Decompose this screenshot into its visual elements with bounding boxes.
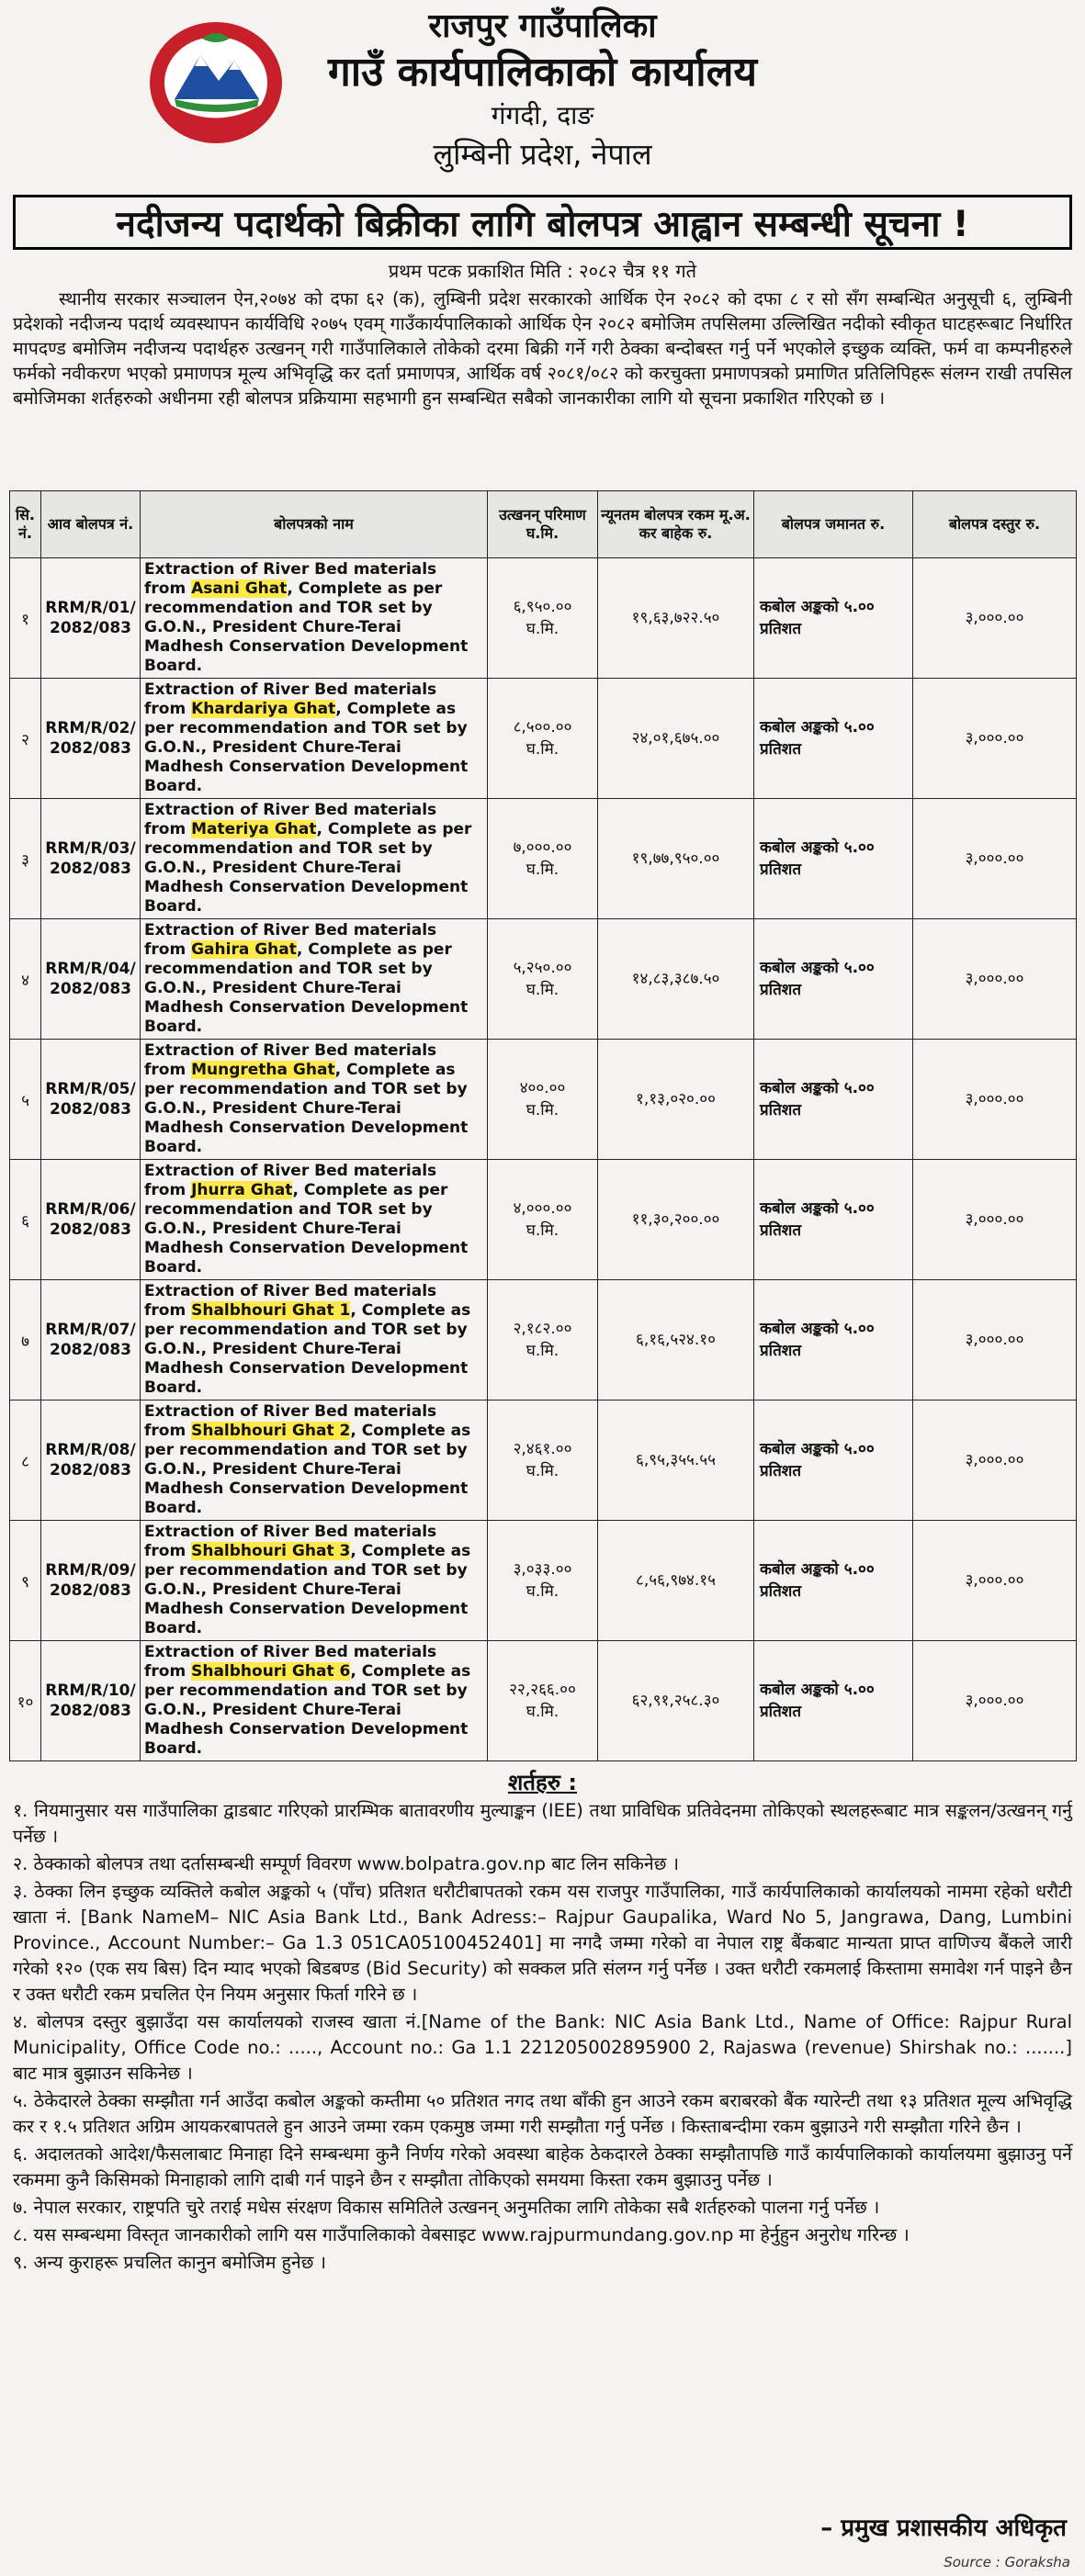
row-min-amount: १९,६३,७२२.५० [598, 558, 754, 679]
row-sn: १० [10, 1641, 41, 1761]
row-quantity [488, 1400, 598, 1521]
municipality-emblem-icon [147, 18, 285, 147]
table-row [10, 1160, 1077, 1280]
row-tender-name [141, 1521, 488, 1641]
ghat-site-name: Shalbhouri Ghat 3 [191, 1542, 351, 1560]
source-credit: Source : Goraksha [944, 2554, 1070, 2570]
ghat-site-name: Gahira Ghat [191, 940, 297, 959]
table-row [10, 1641, 1077, 1761]
tender-name-suffix: , Complete as per recommendation and TOR set by G.O.N., President Chure-Terai Madhesh Conservation Development Board. [144, 1061, 469, 1156]
col-header-fee: बोलपत्र दस्तुर रु. [913, 491, 1077, 558]
tender-name-suffix: , Complete as per recommendation and TOR set by G.O.N., President Chure-Terai Madhesh Conservation Development Board. [144, 1301, 471, 1397]
term-item: १. नियमानुसार यस गाउँपालिका द्वाडबाट गरिएको प्रारम्भिक बातावरणीय मुल्याङ्कन (IEE) तथा प्राविधिक प्रतिवेदनमा तोकिएको स्थलहरूबाट मात्र सङ्कलन/उत्खनन् गर्नु पर्नेछ । [13, 1800, 1072, 1847]
term-item: ४. बोलपत्र दस्तुर बुझाउँदा यस कार्यालयको राजस्व खाता नं.[Name of the Bank: NIC Asia Bank Ltd., Name of Office: Rajpur Rural Municipality, Office Code no.: ....., Account no.: Ga 1.1 221205002895900 2, Rajaswa (revenue) Shirshak no.: .......] बाट मात्र बुझाउन सकिनेछ । [13, 2011, 1072, 2084]
ghat-site-name: Shalbhouri Ghat 2 [191, 1422, 351, 1440]
row-bid-security: कबोल अङ्कको ५.०० प्रतिशत [754, 919, 913, 1040]
row-min-amount: १४,८३,३८७.५० [598, 919, 754, 1040]
notice-header [9, 0, 1076, 195]
quantity-value: ६,९५०.०० [513, 598, 572, 616]
row-min-amount: ६,९५,३५५.५५ [598, 1400, 754, 1521]
row-bid-number: RRM/R/03/ 2082/083 [41, 799, 141, 919]
row-quantity [488, 1641, 598, 1761]
tender-name-prefix: Extraction of River Bed materials from [144, 560, 437, 598]
municipality-name: राजपुर गाउँपालिका [428, 7, 657, 45]
col-header-name: बोलपत्रको नाम [141, 491, 488, 558]
tender-name-prefix: Extraction of River Bed materials from [144, 1162, 437, 1199]
row-quantity [488, 799, 598, 919]
quantity-value: २,४६१.०० [513, 1440, 572, 1458]
row-sn: ३ [10, 799, 41, 919]
row-min-amount: ६,१६,५२४.१० [598, 1280, 754, 1400]
row-bid-number: RRM/R/05/ 2082/083 [41, 1040, 141, 1160]
quantity-unit: घ.मि. [526, 620, 559, 638]
notice-title: नदीजन्य पदार्थको बिक्रीका लागि बोलपत्र आह्वान सम्बन्धी सूचना ! [13, 195, 1072, 250]
row-bid-security: कबोल अङ्कको ५.०० प्रतिशत [754, 1400, 913, 1521]
row-tender-name [141, 679, 488, 799]
tender-name-prefix: Extraction of River Bed materials from [144, 1402, 437, 1440]
row-quantity [488, 558, 598, 679]
row-bid-security: कबोल अङ्कको ५.०० प्रतिशत [754, 558, 913, 679]
term-item: ९. अन्य कुराहरू प्रचलित कानुन बमोजिम हुनेछ । [13, 2252, 326, 2273]
col-header-qty: उत्खनन् परिमाण घ.मि. [488, 491, 598, 558]
row-sn: ७ [10, 1280, 41, 1400]
tender-name-suffix: , Complete as per recommendation and TOR set by G.O.N., President Chure-Terai Madhesh Conservation Development Board. [144, 1181, 469, 1277]
row-tender-name [141, 1160, 488, 1280]
ghat-site-name: Asani Ghat [191, 579, 288, 598]
tender-table-body [10, 558, 1077, 1761]
tender-name-prefix: Extraction of River Bed materials from [144, 1282, 437, 1320]
row-bid-security: कबोल अङ्कको ५.०० प्रतिशत [754, 1641, 913, 1761]
terms-title: शर्तहरु : [507, 1770, 578, 1795]
quantity-unit: घ.मि. [526, 1221, 559, 1240]
term-item: ८. यस सम्बन्धमा विस्तृत जानकारीको लागि यस गाउँपालिकाको वेबसाइट www.rajpurmundang.gov.np मा हेर्नुहुन अनुरोध गरिन्छ । [13, 2224, 910, 2245]
tender-name-suffix: , Complete as per recommendation and TOR set by G.O.N., President Chure-Terai Madhesh Conservation Development Board. [144, 700, 469, 795]
row-quantity [488, 1160, 598, 1280]
table-row [10, 1521, 1077, 1641]
row-tender-name [141, 1400, 488, 1521]
row-sn: २ [10, 679, 41, 799]
row-min-amount: ८,५६,९७४.१५ [598, 1521, 754, 1641]
row-bid-number: RRM/R/02/ 2082/083 [41, 679, 141, 799]
table-header-row [10, 491, 1077, 558]
quantity-unit: घ.मि. [526, 1101, 559, 1119]
row-quantity [488, 919, 598, 1040]
row-bid-fee: ३,०००.०० [913, 1521, 1077, 1641]
ghat-site-name: Shalbhouri Ghat 1 [191, 1301, 351, 1320]
row-sn: ४ [10, 919, 41, 1040]
quantity-unit: घ.मि. [526, 1703, 559, 1721]
row-tender-name [141, 919, 488, 1040]
tender-name-prefix: Extraction of River Bed materials from [144, 801, 437, 838]
row-quantity [488, 1040, 598, 1160]
row-tender-name [141, 558, 488, 679]
ghat-site-name: Jhurra Ghat [191, 1181, 293, 1199]
table-row [10, 799, 1077, 919]
table-row [10, 679, 1077, 799]
row-sn: ५ [10, 1040, 41, 1160]
term-item: ५. ठेकेदारले ठेक्का सम्झौता गर्न आउँदा कबोल अङ्कको कम्तीमा ५० प्रतिशत नगद तथा बाँकी हुन आउने रकम बराबरको बैंक ग्यारेन्टी तथा १३ प्रतिशत मूल्य अभिवृद्धि कर र १.५ प्रतिशत अग्रिम आयकरबापतले हुन आउने जम्मा रकम एकमुष्ठ जम्मा गरी सम्झौता गर्नु पर्नेछ । किस्ताबन्दीमा रकम बुझाउने गरी सम्झौता गरिने छैन । [13, 2090, 1072, 2137]
tender-name-suffix: , Complete as per recommendation and TOR set by G.O.N., President Chure-Terai Madhesh Conservation Development Board. [144, 579, 469, 675]
row-bid-fee: ३,०००.०० [913, 1400, 1077, 1521]
row-tender-name [141, 1280, 488, 1400]
row-quantity [488, 1521, 598, 1641]
term-item: ७. नेपाल सरकार, राष्ट्रपति चुरे तराई मधेस संरक्षण विकास समितिले उत्खनन् अनुमतिका लागि तोकेका सबै शर्तहरुको पालना गर्नु पर्नेछ । [13, 2197, 880, 2218]
row-bid-fee: ३,०००.०० [913, 679, 1077, 799]
tender-name-prefix: Extraction of River Bed materials from [144, 1643, 437, 1681]
table-row [10, 919, 1077, 1040]
row-bid-security: कबोल अङ्कको ५.०० प्रतिशत [754, 1160, 913, 1280]
col-header-min: न्यूनतम बोलपत्र रकम मू.अ. कर बाहेक रु. [598, 491, 754, 558]
row-bid-number: RRM/R/09/ 2082/083 [41, 1521, 141, 1641]
tender-name-suffix: , Complete as per recommendation and TOR set by G.O.N., President Chure-Terai Madhesh Conservation Development Board. [144, 820, 472, 916]
row-bid-number: RRM/R/06/ 2082/083 [41, 1160, 141, 1280]
quantity-value: २,१८२.०० [513, 1320, 572, 1338]
row-bid-security: कबोल अङ्कको ५.०० प्रतिशत [754, 1040, 913, 1160]
tender-name-suffix: , Complete as per recommendation and TOR set by G.O.N., President Chure-Terai Madhesh Conservation Development Board. [144, 940, 469, 1036]
row-min-amount: १९,७७,९५०.०० [598, 799, 754, 919]
row-tender-name [141, 1641, 488, 1761]
term-item: २. ठेक्काको बोलपत्र तथा दर्तासम्बन्धी सम्पूर्ण विवरण www.bolpatra.gov.np बाट लिन सकिनेछ । [13, 1853, 679, 1874]
row-bid-fee: ३,०००.०० [913, 919, 1077, 1040]
quantity-value: ७,०००.०० [513, 838, 572, 857]
tender-name-prefix: Extraction of River Bed materials from [144, 1041, 437, 1079]
col-header-ref: आव बोलपत्र नं. [41, 491, 141, 558]
row-sn: ९ [10, 1521, 41, 1641]
office-location: गंगदी, दाङ [491, 100, 594, 130]
ghat-site-name: Khardariya Ghat [191, 700, 336, 718]
signature-line: – प्रमुख प्रशासकीय अधिकृत [820, 2514, 1067, 2542]
row-bid-fee: ३,०००.०० [913, 1280, 1077, 1400]
col-header-sn: सि. नं. [10, 491, 41, 558]
row-min-amount: ११,३०,२००.०० [598, 1160, 754, 1280]
intro-paragraph: स्थानीय सरकार सञ्चालन ऐन,२०७४ को दफा ६२ (क), लुम्बिनी प्रदेश सरकारको आर्थिक ऐन २०८२ को दफा ८ र सो सँग सम्बन्धित अनुसूची ६, लुम्बिनी प्रदेशको नदीजन्य पदार्थ व्यवस्थापन कार्यविधि २०७५ एवम् गाउँकार्यपालिकाको आर्थिक ऐन २०८२ बमोजिम तपसिलमा उल्लिखित नदीको स्वीकृत घाटहरूबाट निर्धारित मापदण्ड बमोजिम नदीजन्य पदार्थहरु उत्खनन् गरी गाउँपालिकाले तोकेको दरमा बिक्री गर्ने गरी ठेक्का बन्दोबस्त गर्नु पर्ने भएकोले इच्छुक व्यक्ति, फर्म वा कम्पनीहरुले फर्मको नवीकरण भएको प्रमाणपत्र मूल्य अभिवृद्धि कर दर्ता प्रमाणपत्र, आर्थिक वर्ष २०८१/०८२ को करचुक्ता प्रमाणपत्रको प्रमाणित प्रतिलिपिहरू संलग्न राखी तपसिल बमोजिमका शर्तहरुको अधीनमा रही बोलपत्र प्रक्रियामा सहभागी हुन सम्बन्धित सबैको जानकारीका लागि यो सूचना प्रकाशित गरिएको छ । [13, 288, 1072, 409]
quantity-unit: घ.मि. [526, 740, 559, 759]
row-sn: ६ [10, 1160, 41, 1280]
publish-date: प्रथम पटक प्रकाशित मिति : २०८२ चैत्र ११ गते [388, 260, 697, 282]
table-row [10, 1280, 1077, 1400]
row-bid-number: RRM/R/07/ 2082/083 [41, 1280, 141, 1400]
quantity-value: २२,२६६.०० [509, 1681, 576, 1699]
row-bid-fee: ३,०००.०० [913, 1040, 1077, 1160]
quantity-unit: घ.मि. [526, 861, 559, 879]
tender-name-prefix: Extraction of River Bed materials from [144, 1523, 437, 1560]
row-sn: ८ [10, 1400, 41, 1521]
row-bid-security: कबोल अङ्कको ५.०० प्रतिशत [754, 1521, 913, 1641]
tender-name-suffix: , Complete as per recommendation and TOR set by G.O.N., President Chure-Terai Madhesh Conservation Development Board. [144, 1542, 471, 1637]
quantity-unit: घ.मि. [526, 981, 559, 999]
col-header-bid: बोलपत्र जमानत रु. [754, 491, 913, 558]
row-bid-security: कबोल अङ्कको ५.०० प्रतिशत [754, 679, 913, 799]
term-item: ३. ठेक्का लिन इच्छुक व्यक्तिले कबोल अङ्कको ५ (पाँच) प्रतिशत धरौटीबापतको रकम यस राजपुर गाउँपालिका, गाउँ कार्यपालिकाको कार्यालयको नाममा रहेको धरौटी खाता नं. [Bank NameM– NIC Asia Bank Ltd., Bank Adress:– Rajpur Gaupalika, Ward No 5, Jangrawa, Dang, Lumbini Province., Account Number:– Ga 1.3 051CA05100452401] मा नगदै जम्मा गरेको वा नेपाल राष्ट्र बैंकबाट मान्यता प्राप्त वाणिज्य बैंकले जारी गरेको १२० (एक सय बिस) दिन म्याद भएको बिडबण्ड (Bid Security) को सक्कल प्रति संलग्न गर्नु पर्नेछ । उक्त धरौटी रकमलाई किस्तामा समावेश गर्न पाइने छैन र उक्त धरौटी रकम प्रचलित ऐन नियम अनुसार फिर्ता गरिने छ । [13, 1881, 1072, 2005]
tender-name-suffix: , Complete as per recommendation and TOR set by G.O.N., President Chure-Terai Madhesh Conservation Development Board. [144, 1422, 471, 1517]
ghat-site-name: Mungretha Ghat [191, 1061, 335, 1079]
row-bid-fee: ३,०००.०० [913, 799, 1077, 919]
row-bid-security: कबोल अङ्कको ५.०० प्रतिशत [754, 1280, 913, 1400]
office-province: लुम्बिनी प्रदेश, नेपाल [433, 137, 652, 172]
quantity-unit: घ.मि. [526, 1582, 559, 1601]
tender-name-prefix: Extraction of River Bed materials from [144, 921, 437, 959]
row-bid-fee: ३,०००.०० [913, 1641, 1077, 1761]
quantity-value: ८,५००.०० [513, 718, 572, 737]
quantity-value: ४,०००.०० [513, 1199, 572, 1218]
table-row [10, 1400, 1077, 1521]
term-item: ६. अदालतको आदेश/फैसलाबाट मिनाहा दिने सम्बन्धमा कुनै निर्णय गरेको अवस्था बाहेक ठेकदारले ठेक्का सम्झौतापछि गाउँ कार्यपालिकाको कार्यालयमा बुझाउनु पर्ने रकममा कुनै किसिमको मिनाहाको लागि दाबी गर्न पाइने छैन र सम्झौता तोकिएको समयमा किस्ता रकम बुझाउनु पर्नेछ । [13, 2143, 1072, 2190]
row-bid-number: RRM/R/01/ 2082/083 [41, 558, 141, 679]
row-min-amount: १,१३,०२०.०० [598, 1040, 754, 1160]
table-row [10, 1040, 1077, 1160]
tender-name-prefix: Extraction of River Bed materials from [144, 681, 437, 718]
quantity-value: ३,०३३.०० [513, 1560, 572, 1579]
row-min-amount: २४,०१,६७५.०० [598, 679, 754, 799]
row-bid-number: RRM/R/04/ 2082/083 [41, 919, 141, 1040]
tender-table [9, 490, 1077, 1761]
quantity-value: ४००.०० [519, 1079, 566, 1097]
tender-name-suffix: , Complete as per recommendation and TOR set by G.O.N., President Chure-Terai Madhesh Conservation Development Board. [144, 1662, 471, 1758]
terms-list [9, 1798, 1076, 2276]
row-bid-fee: ३,०००.०० [913, 558, 1077, 679]
row-bid-security: कबोल अङ्कको ५.०० प्रतिशत [754, 799, 913, 919]
row-tender-name [141, 799, 488, 919]
office-name: गाउँ कार्यपालिकाको कार्यालय [327, 49, 758, 96]
table-row [10, 558, 1077, 679]
quantity-unit: घ.मि. [526, 1462, 559, 1480]
row-bid-number: RRM/R/08/ 2082/083 [41, 1400, 141, 1521]
row-sn: १ [10, 558, 41, 679]
ghat-site-name: Materiya Ghat [191, 820, 317, 838]
row-bid-number: RRM/R/10/ 2082/083 [41, 1641, 141, 1761]
ghat-site-name: Shalbhouri Ghat 6 [191, 1662, 351, 1681]
row-tender-name [141, 1040, 488, 1160]
quantity-value: ५,२५०.०० [513, 959, 572, 977]
row-quantity [488, 679, 598, 799]
row-min-amount: ६२,९१,२५८.३० [598, 1641, 754, 1761]
quantity-unit: घ.मि. [526, 1342, 559, 1360]
row-quantity [488, 1280, 598, 1400]
row-bid-fee: ३,०००.०० [913, 1160, 1077, 1280]
